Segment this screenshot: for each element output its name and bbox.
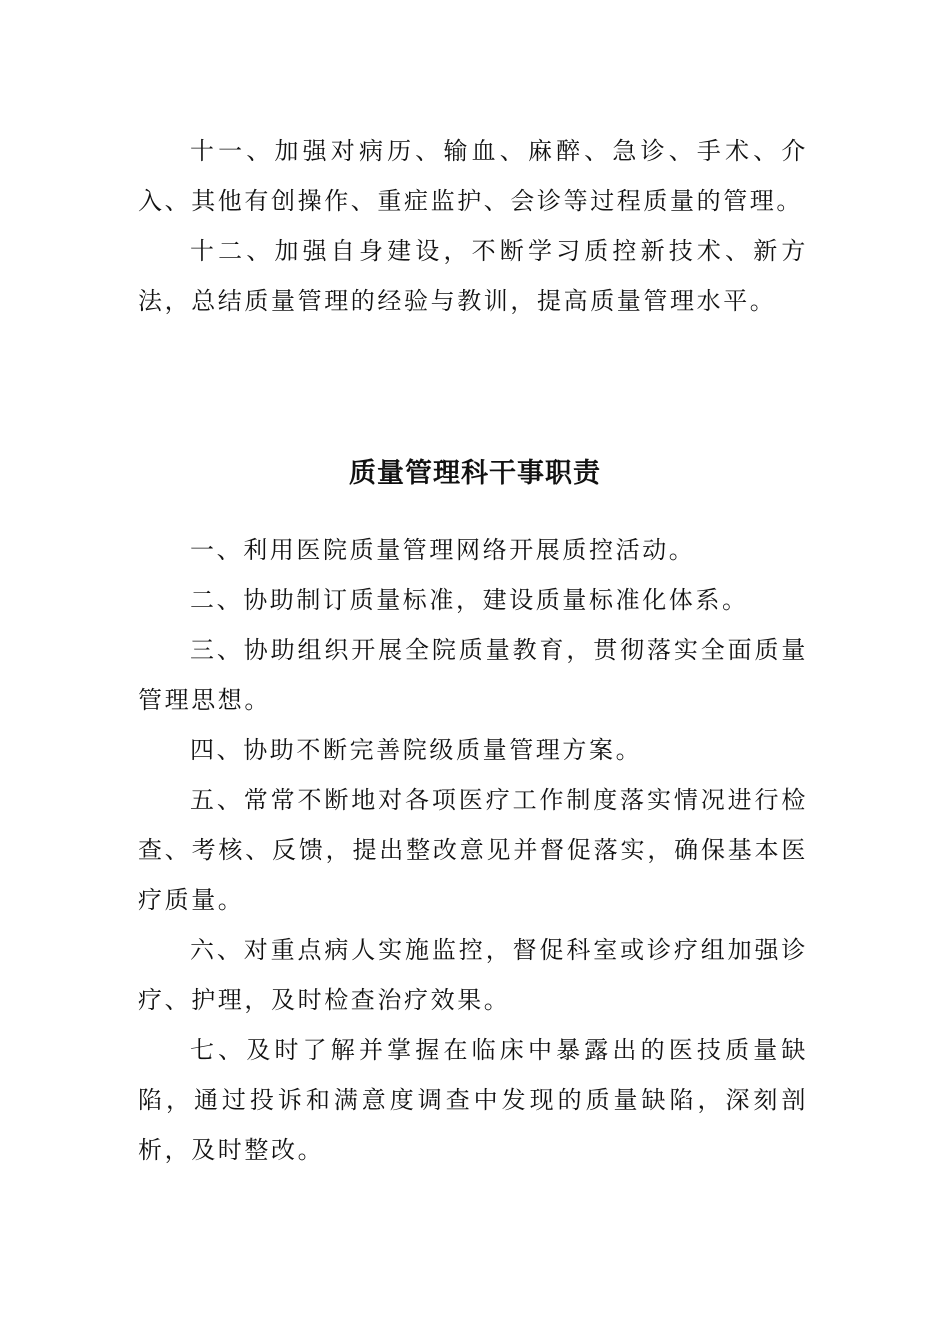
- duty-list: [138, 525, 808, 1175]
- duty-item-7: 七、及时了解并掌握在临床中暴露出的医技质量缺陷，通过投诉和满意度调查中发现的质量缺陷，深刻剖析，及时整改。: [138, 1036, 808, 1164]
- section-title: 质量管理科干事职责: [349, 458, 601, 489]
- duty-item-4: 四、协助不断完善院级质量管理方案。: [190, 736, 643, 764]
- paragraph-item-12: 十二、加强自身建设，不断学习质控新技术、新方法，总结质量管理的经验与教训，提高质量管理水平。: [138, 237, 808, 315]
- duty-item-5: 五、常常不断地对各项医疗工作制度落实情况进行检查、考核、反馈，提出整改意见并督促落实，确保基本医疗质量。: [138, 786, 808, 914]
- duty-item-1: 一、利用医院质量管理网络开展质控活动。: [190, 536, 696, 564]
- duty-item-6: 六、对重点病人实施监控，督促科室或诊疗组加强诊疗、护理，及时检查治疗效果。: [138, 936, 808, 1014]
- duty-item-3: 三、协助组织开展全院质量教育，贯彻落实全面质量管理思想。: [138, 636, 808, 714]
- paragraph-item-11: 十一、加强对病历、输血、麻醉、急诊、手术、介入、其他有创操作、重症监护、会诊等过程质量的管理。: [138, 137, 808, 215]
- intro-section: [138, 126, 808, 326]
- duty-item-2: 二、协助制订质量标准，建设质量标准化体系。: [190, 586, 749, 614]
